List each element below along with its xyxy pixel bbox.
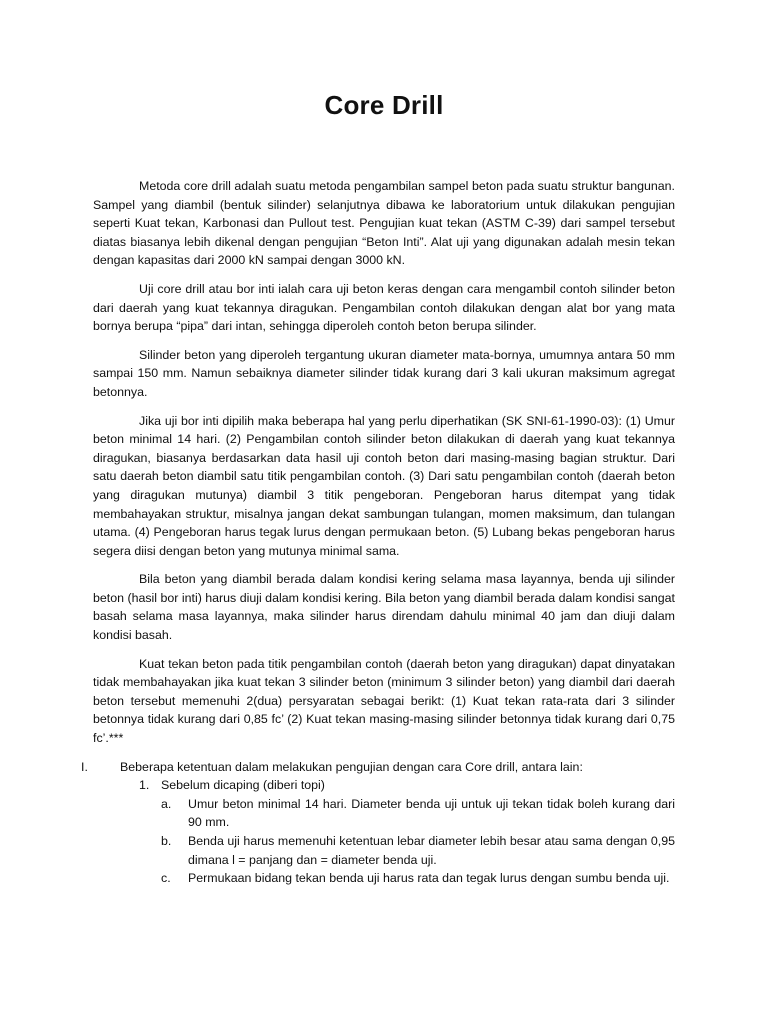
list-item-level1 [81, 758, 675, 777]
paragraph-intro: Metoda core drill adalah suatu metoda pengambilan sampel beton pada suatu struktur bangunan. Sampel yang diambil (bentuk silinder) selanjutnya dibawa ke laboratorium untuk dilakukan pengujian seperti Kuat tekan, Karbonasi dan Pullout test. Pengujian kuat tekan (ASTM C-39) dari sampel tersebut diatas biasanya lebih dikenal dengan pengujian “Beton Inti”. Alat uji yang digunakan adalah mesin tekan dengan kapasitas dari 2000 kN sampai dengan 3000 kN. [93, 179, 675, 268]
paragraph-moisture-condition: Bila beton yang diambil berada dalam kondisi kering selama masa layannya, benda uji silinder beton (hasil bor inti) harus diuji dalam kondisi kering. Bila beton yang diambil berada dalam kondisi sangat basah selama masa layannya, maka silinder harus direndam dahulu minimal 40 jam dan diuji dalam kondisi basah. [93, 572, 676, 643]
paragraph-strength-criteria: Kuat tekan beton pada titik pengambilan contoh (daerah beton yang diragukan) dapat dinyatakan tidak membahayakan jika kuat tekan 3 silinder beton (minimum 3 silinder beton) yang diambil dari daerah beton tersebut memenuhi 2(dua) persyaratan sebagai berikt: (1) Kuat tekan rata-rata dari 3 silinder betonnya tidak kurang dari 0,85 fc’ (2) Kuat tekan masing-masing silinder betonnya tidak kurang dari 0,75 fc’.*** [93, 656, 675, 746]
list-item-text: Beberapa ketentuan dalam melakukan pengujian dengan cara Core drill, antara lain: [120, 759, 583, 774]
paragraph-sni-requirements: Jika uji bor inti dipilih maka beberapa hal yang perlu diperhatikan (SK SNI-61-1990-03): (1) Umur beton minimal 14 hari. (2) Pengambilan contoh silinder beton dilakukan di daerah yang kuat tekannya diragukan, biasanya berdasarkan data hasil uji contoh beton dari masing-masing bagian struktur. Dari satu daerah beton diambil satu titik pengambilan contoh. (3) Dari satu pengambilan contoh (daerah beton yang diragukan mutunya) diambil 3 titik pengeboran. Pengeboran harus ditempat yang tidak membahayakan struktur, misalnya jangan dekat sambungan tulangan, momen maksimum, dan tulangan utama. (4) Pengeboran harus tegak lurus dengan permukaan beton. (5) Lubang bekas pengeboran harus segera diisi dengan beton yang mutunya minimal sama. [93, 413, 675, 558]
list-marker-letter: c. [161, 871, 171, 886]
list-marker-letter: a. [161, 796, 172, 811]
list-marker-letter: b. [161, 834, 172, 848]
paragraph-cylinder-diameter: Silinder beton yang diperoleh tergantung ukuran diameter mata-bornya, umumnya antara 50 mm sampai 150 mm. Namun sebaiknya diameter silinder tidak kurang dari 3 kali ukuran maksimum agregat betonnya. [93, 347, 675, 399]
list-marker-roman: I. [81, 759, 88, 774]
list-item-text: Sebelum dicaping (diberi topi) [161, 778, 325, 793]
list-item-level2 [139, 776, 675, 795]
paragraph-core-drill-definition: Uji core drill atau bor inti ialah cara uji beton keras dengan cara mengambil contoh silinder beton dari daerah yang kuat tekannya diragukan. Pengambilan contoh dilakukan dengan alat bor yang mata bornya berupa “pipa” dari intan, sehingga diperoleh contoh beton berupa silinder. [93, 281, 675, 334]
provisions-list [81, 758, 675, 888]
list-item-text: Benda uji harus memenuhi ketentuan lebar diameter lebih besar atau sama dengan 0,95 dimana l = panjang dan = diameter benda uji. [188, 834, 675, 867]
list-item-level3 [161, 832, 675, 869]
list-item-text: Umur beton minimal 14 hari. Diameter benda uji untuk uji tekan tidak boleh kurang dari 90 mm. [188, 796, 675, 830]
list-item-level3 [161, 795, 675, 832]
list-item-level3 [161, 869, 675, 888]
list-marker-number: 1. [139, 778, 150, 793]
document-body [81, 177, 676, 888]
list-item-text: Permukaan bidang tekan benda uji harus rata dan tegak lurus dengan sumbu benda uji. [188, 871, 670, 886]
page-title: Core Drill [324, 90, 444, 120]
